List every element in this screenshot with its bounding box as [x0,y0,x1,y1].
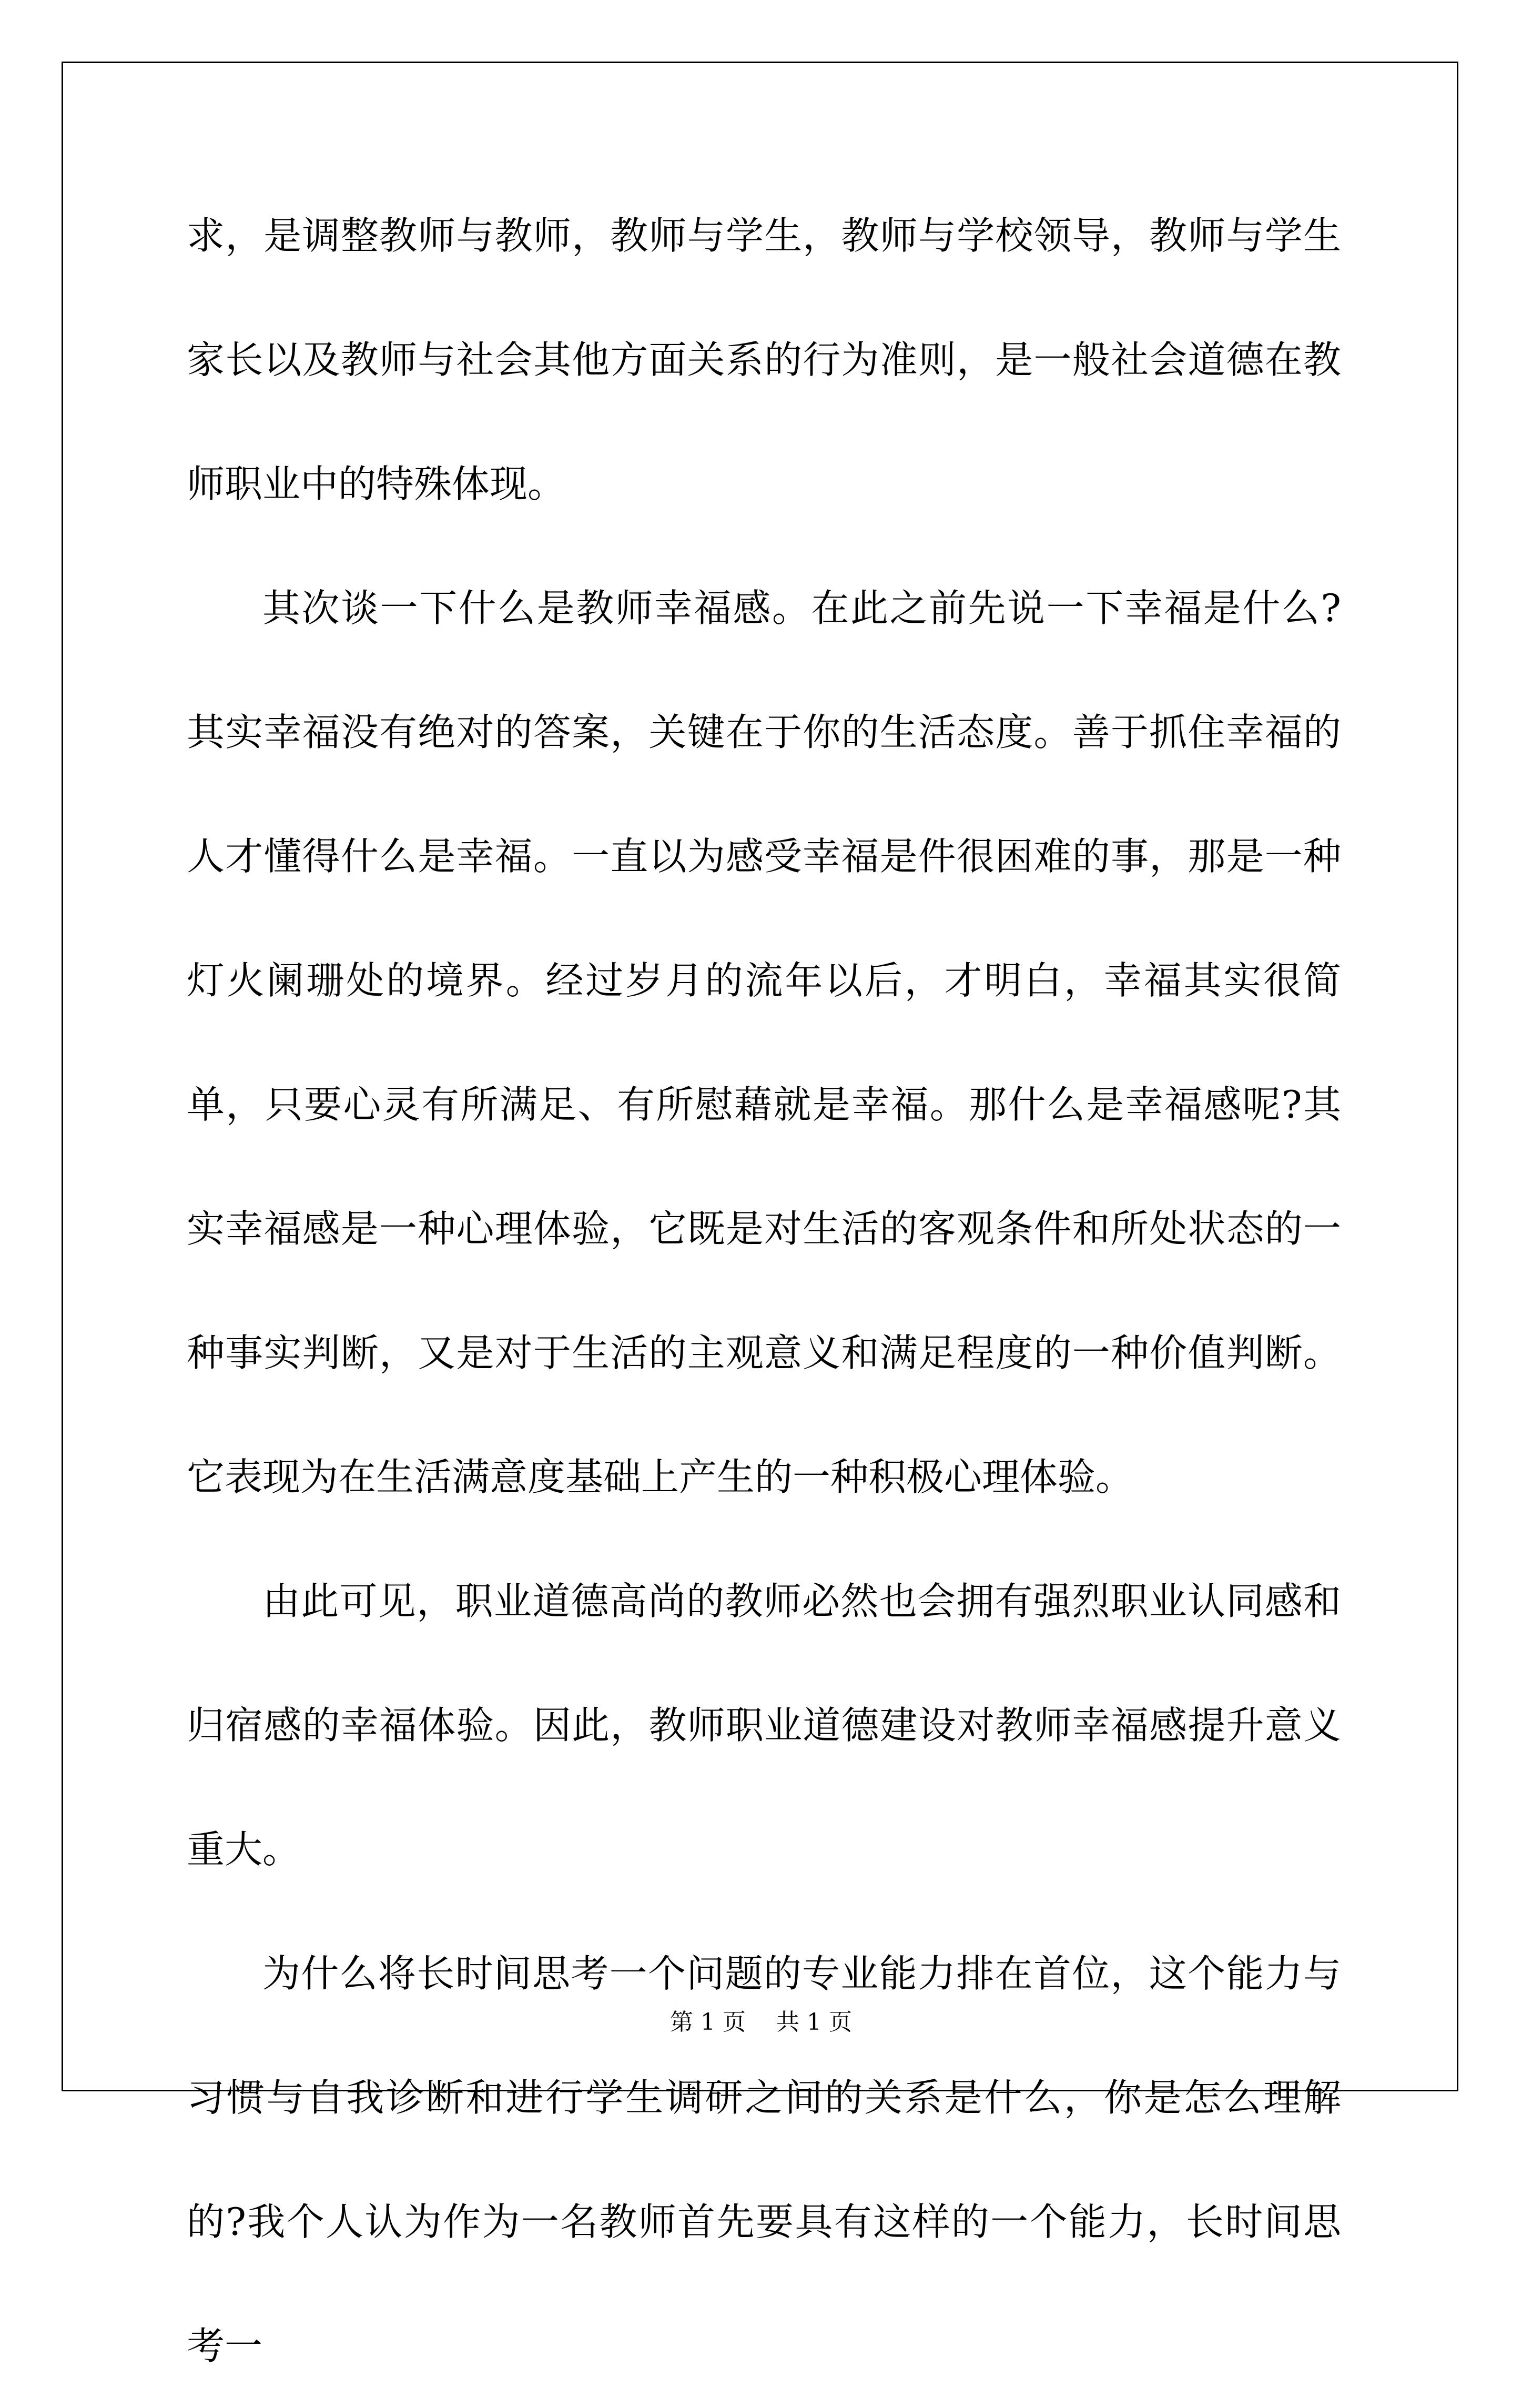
paragraph-2: 其次谈一下什么是教师幸福感。在此之前先说一下幸福是什么?其实幸福没有绝对的答案，关键在于你的生活态度。善于抓住幸福的人才懂得什么是幸福。一直以为感受幸福是件很困难的事，那是一种灯火阑珊处的境界。经过岁月的流年以后，才明白，幸福其实很简单，只要心灵有所满足、有所慰藉就是幸福。那什么是幸福感呢?其实幸福感是一种心理体验，它既是对生活的客观条件和所处状态的一种事实判断，又是对于生活的主观意义和满足程度的一种价值判断。它表现为在生活满意度基础上产生的一种积极心理体验。 [187,586,1341,1499]
paragraph-4: 为什么将长时间思考一个问题的专业能力排在首位，这个能力与习惯与自我诊断和进行学生调研之间的关系是什么，你是怎么理解的?我个人认为作为一名教师首先要具有这样的一个能力，长时间思考一 [187,1951,1341,2368]
page-number: 第 1 页 共 1 页 [670,2009,852,2036]
paragraph-3: 由此可见，职业道德高尚的教师必然也会拥有强烈职业认同感和归宿感的幸福体验。因此，教师职业道德建设对教师幸福感提升意义重大。 [187,1579,1341,1871]
paragraph-1: 求，是调整教师与教师，教师与学生，教师与学校领导，教师与学生家长以及教师与社会其他方面关系的行为准则，是一般社会道德在教师职业中的特殊体现。 [187,214,1341,506]
document-body [187,174,1341,2408]
